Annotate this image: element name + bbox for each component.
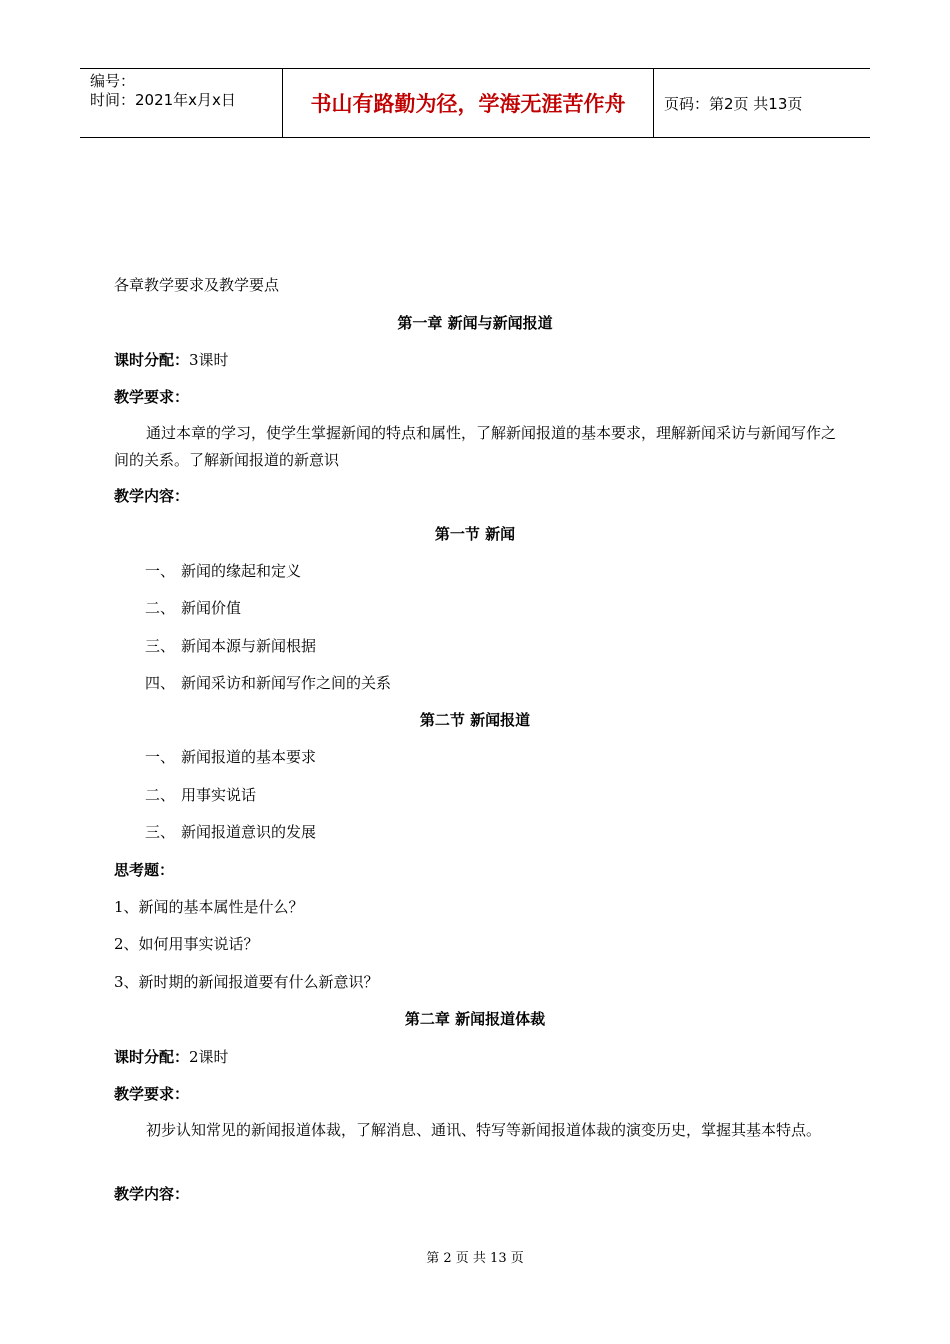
chapter2-title: 第二章 新闻报道体裁: [404, 1010, 546, 1028]
page-header: [80, 68, 870, 138]
section1-title: 第一节 新闻: [434, 525, 516, 543]
section2-title: 第二节 新闻报道: [419, 711, 531, 729]
list-item-text: 新闻采访和新闻写作之间的关系: [181, 674, 392, 692]
list-item-num: 二、: [145, 599, 176, 617]
header-page-code: 页码：第2页 共13页: [664, 94, 803, 113]
chapter2-hours: [114, 1046, 229, 1067]
list-item-text: 用事实说话: [181, 786, 257, 804]
chapter1-req-text: [114, 420, 838, 474]
list-item-text: 新闻报道意识的发展: [181, 823, 317, 841]
hours-value: 2课时: [189, 1048, 229, 1066]
doc-heading: 各章教学要求及教学要点: [114, 276, 280, 294]
list-item-num: 一、: [145, 562, 176, 580]
page-footer: 第 2 页 共 13 页: [426, 1251, 524, 1266]
list-item: [145, 560, 301, 581]
chapter1-title: 第一章 新闻与新闻报道: [397, 314, 553, 332]
header-info: [80, 69, 282, 137]
chapter1-hours: [114, 349, 229, 370]
list-item: [145, 746, 316, 767]
chapter2-req-text: [114, 1117, 838, 1144]
list-item: [145, 597, 241, 618]
req-paragraph: 通过本章的学习，使学生掌握新闻的特点和属性，了解新闻报道的基本要求，理解新闻采访与新闻写作之间的关系。了解新闻报道的新意识: [114, 424, 837, 469]
hours-label: 课时分配：: [114, 351, 190, 369]
list-item: [145, 784, 256, 805]
list-item-num: 三、: [145, 823, 176, 841]
list-item-text: 新闻价值: [181, 599, 242, 617]
question: 1、新闻的基本属性是什么？: [114, 898, 304, 916]
list-item-num: 二、: [145, 786, 176, 804]
header-motto: 书山有路勤为径，学海无涯苦作舟: [282, 69, 654, 137]
list-item: [145, 635, 316, 656]
chapter1-content-label: 教学内容：: [114, 487, 190, 505]
question: 3、新时期的新闻报道要有什么新意识？: [114, 973, 379, 991]
list-item: [145, 672, 391, 693]
think-label: 思考题：: [114, 861, 175, 879]
hours-label: 课时分配：: [114, 1048, 190, 1066]
list-item: [145, 821, 316, 842]
chapter1-req-label: 教学要求：: [114, 388, 190, 406]
chapter2-content-label: 教学内容：: [114, 1185, 190, 1203]
question: 2、如何用事实说话？: [114, 935, 259, 953]
list-item-text: 新闻报道的基本要求: [181, 748, 317, 766]
time-label: 时间：2021年x月x日: [90, 91, 236, 109]
req-paragraph: 初步认知常见的新闻报道体裁，了解消息、通讯、特写等新闻报道体裁的演变历史，掌握其基本特点。: [146, 1121, 822, 1139]
list-item-text: 新闻本源与新闻根据: [181, 637, 317, 655]
list-item-num: 一、: [145, 748, 176, 766]
number-label: 编号：: [90, 72, 136, 90]
hours-value: 3课时: [189, 351, 229, 369]
chapter2-req-label: 教学要求：: [114, 1085, 190, 1103]
list-item-text: 新闻的缘起和定义: [181, 562, 302, 580]
list-item-num: 三、: [145, 637, 176, 655]
list-item-num: 四、: [145, 674, 176, 692]
